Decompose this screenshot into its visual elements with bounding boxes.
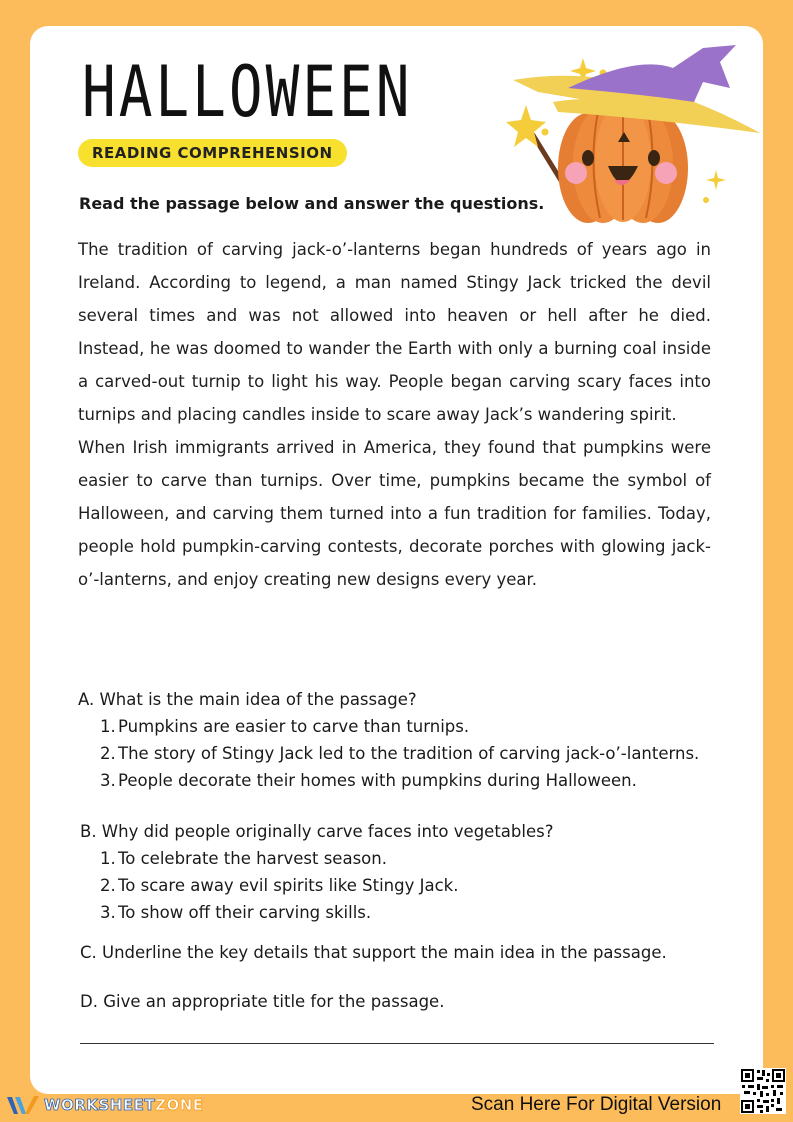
- question-b-option: 2. To scare away evil spirits like Stingy Jack.: [100, 876, 459, 895]
- question-a-option: 2. The story of Stingy Jack led to the tradition of carving jack-o’-lanterns.: [100, 744, 700, 763]
- reading-passage: [78, 233, 711, 596]
- answer-line[interactable]: [80, 1043, 714, 1044]
- question-a-option: 3. People decorate their homes with pumpkins during Halloween.: [100, 771, 637, 790]
- question-a-option: 1. Pumpkins are easier to carve than turnips.: [100, 717, 470, 736]
- question-a: [78, 686, 699, 794]
- logo-text-worksheet: WORKSHEET: [44, 1096, 156, 1114]
- question-a-text: A. What is the main idea of the passage?: [78, 690, 417, 709]
- question-b-option: 1. To celebrate the harvest season.: [100, 849, 387, 868]
- question-b: [80, 818, 553, 926]
- subtitle-badge: READING COMPREHENSION: [78, 139, 347, 167]
- question-c-text: C. Underline the key details that support the main idea in the passage.: [80, 943, 667, 962]
- worksheetzone-logo-icon: [6, 1094, 40, 1116]
- question-b-text: B. Why did people originally carve faces into vegetables?: [80, 822, 554, 841]
- passage-paragraph: The tradition of carving jack-o’-lanterns began hundreds of years ago in Ireland. According to legend, a man named Stingy Jack tricked the devil several times and was not allowed into heaven or hell after he died. Instead, he was doomed to wander the Earth with only a burning coal inside a carved-out turnip to light his way. People began carving scary faces into turnips and placing candles inside to scare away Jack’s wandering spirit.: [78, 240, 711, 424]
- scan-digital-version-text: Scan Here For Digital Version: [471, 1094, 722, 1115]
- worksheetzone-logo[interactable]: [6, 1094, 204, 1116]
- logo-text-zone: ZONE: [155, 1096, 204, 1114]
- question-d-text: D. Give an appropriate title for the passage.: [80, 992, 445, 1011]
- passage-paragraph: When Irish immigrants arrived in America, they found that pumpkins were easier to carve than turnips. Over time, pumpkins became the symbol of Halloween, and carving them turned into a fun tradition for families. Today, people hold pumpkin-carving contests, decorate porches with glowing jack-o’-lanterns, and enjoy creating new designs every year.: [78, 438, 711, 589]
- instruction-text: Read the passage below and answer the questions.: [79, 194, 545, 213]
- qr-code-icon[interactable]: [740, 1068, 786, 1114]
- page-title: HALLOWEEN: [82, 52, 413, 134]
- question-b-option: 3. To show off their carving skills.: [100, 903, 372, 922]
